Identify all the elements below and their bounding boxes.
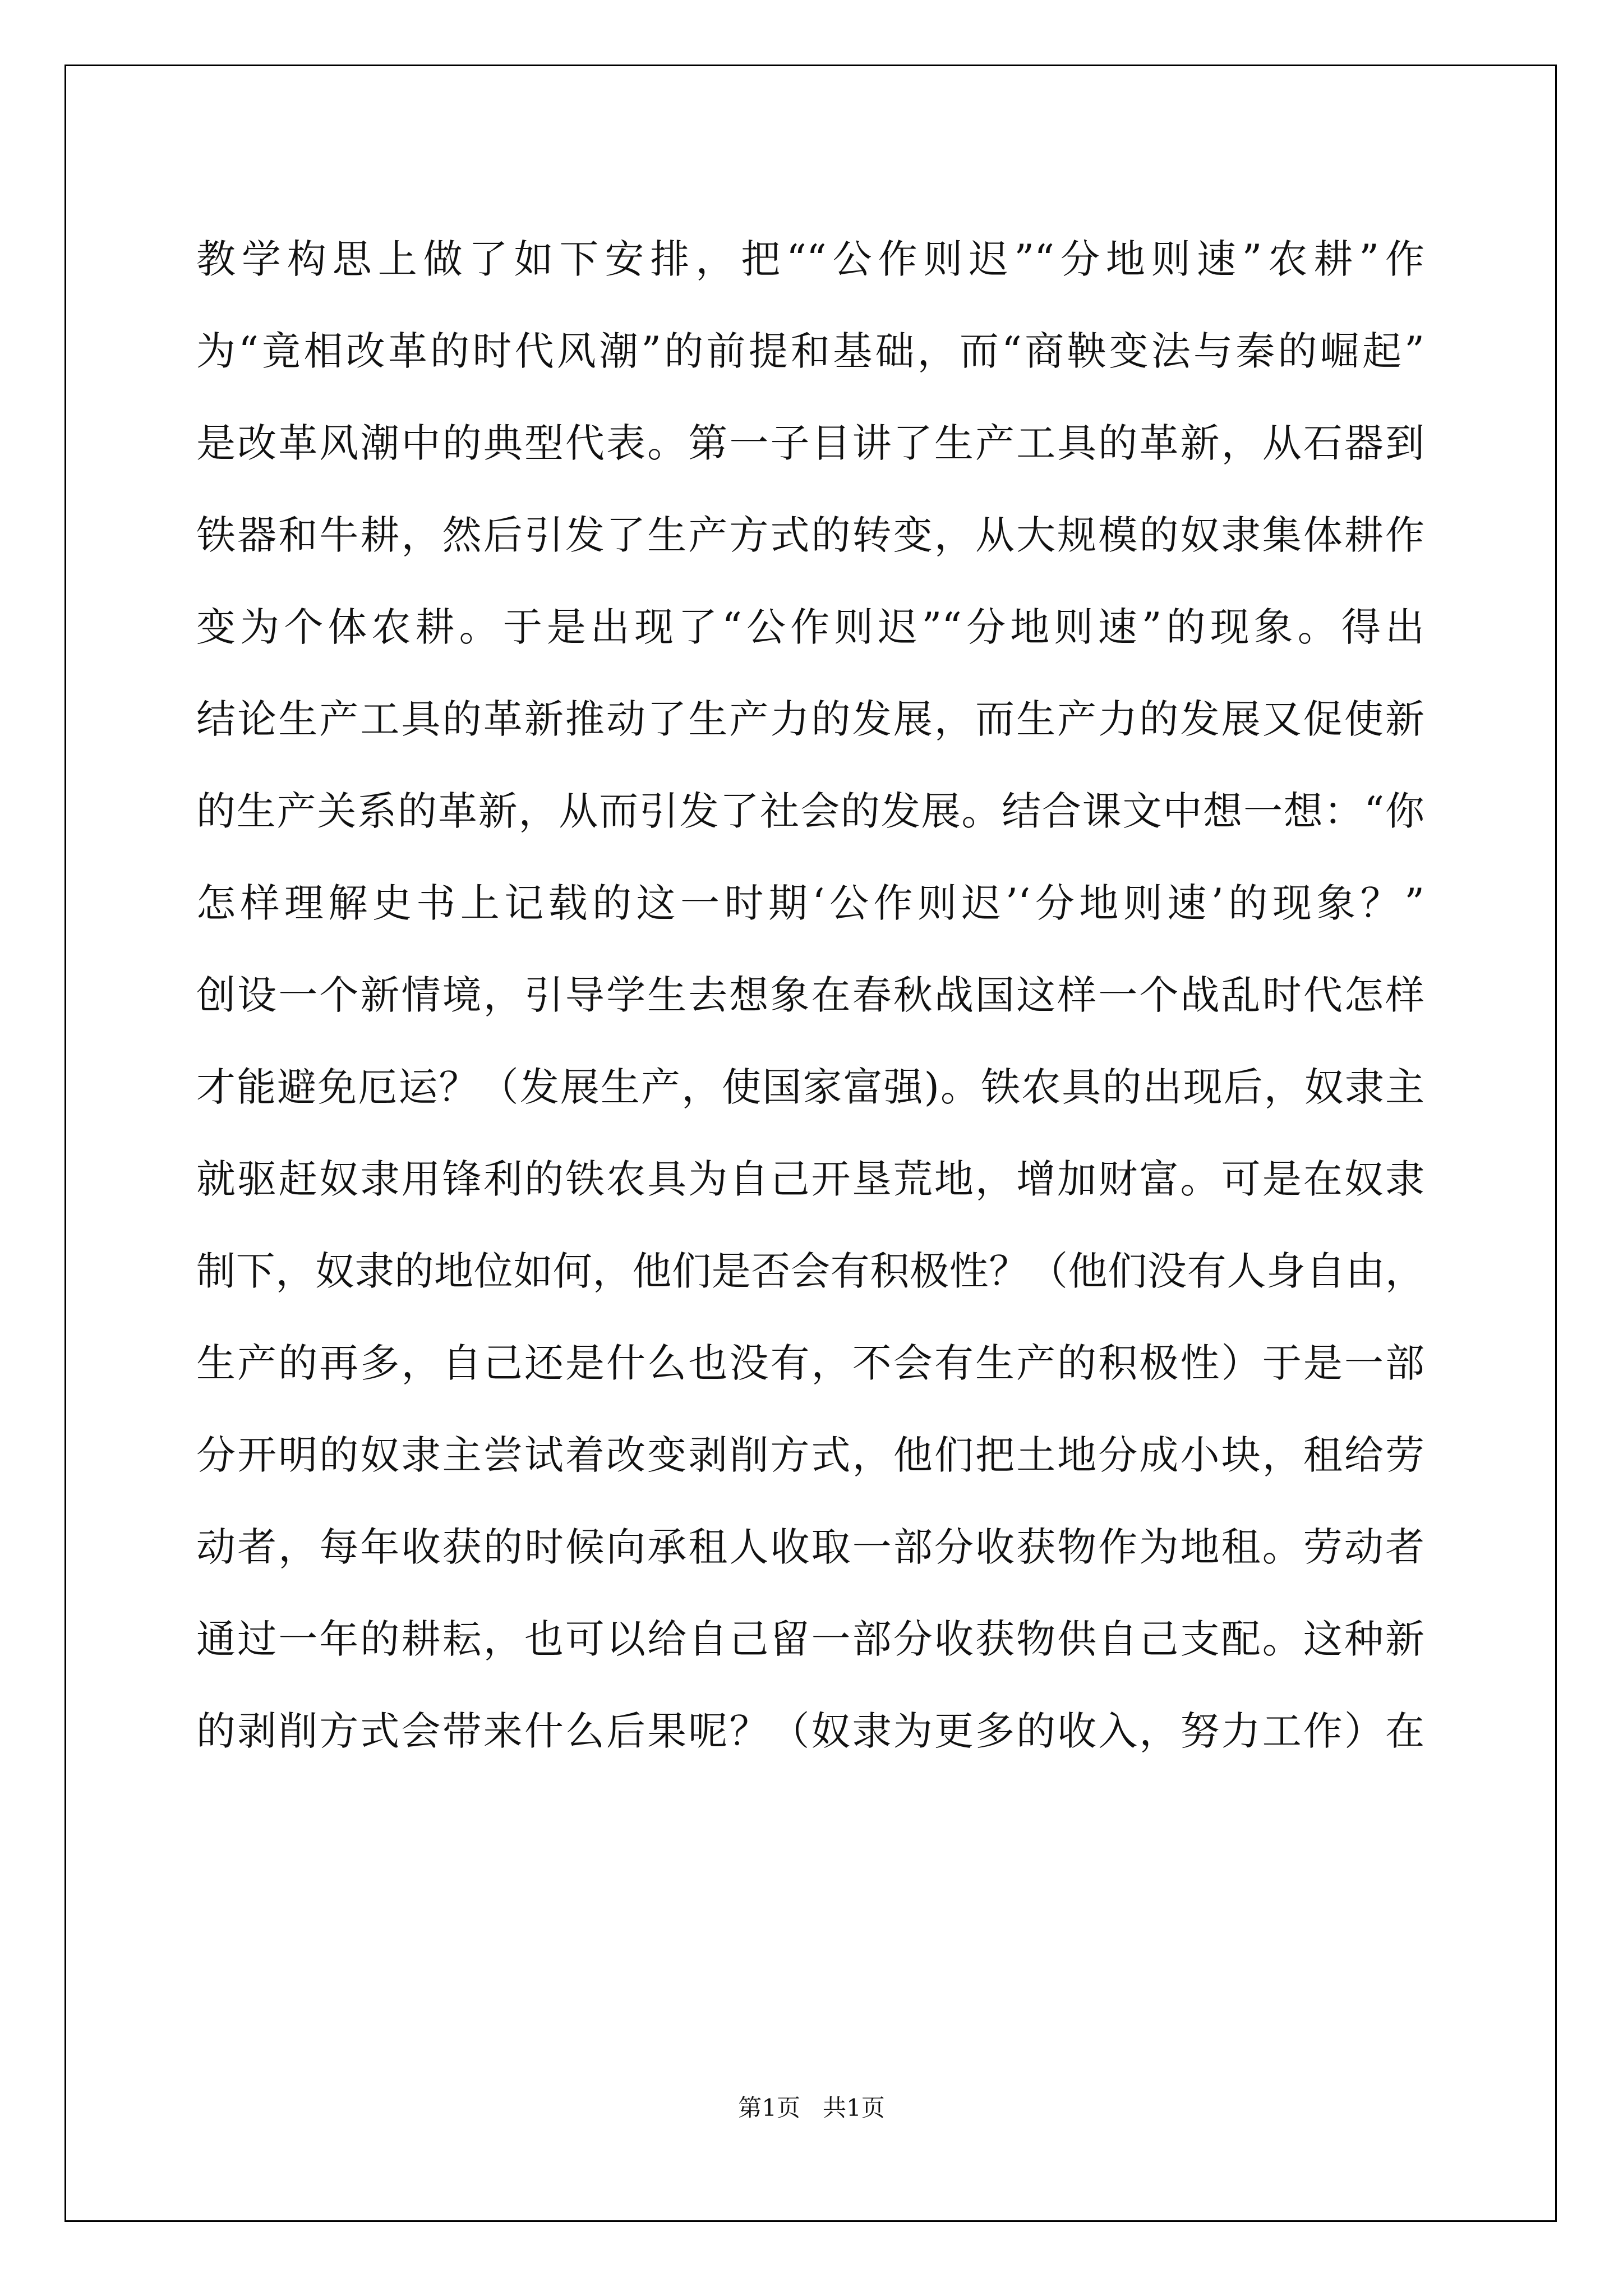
text-line-1: 教学构思上做了如下安排，把““公作则迟”“分地则速”农耕”作 bbox=[196, 236, 1424, 282]
text-line-13: 生产的再多，自己还是什么也没有，不会有生产的积极性）于是一部 bbox=[196, 1340, 1424, 1386]
text-line-10: 才能避免厄运？（发展生产，使国家富强)。铁农具的出现后，奴隶主 bbox=[196, 1064, 1424, 1110]
text-line-5: 变为个体农耕。于是出现了“公作则迟”“分地则速”的现象。得出 bbox=[196, 604, 1424, 650]
text-line-6: 结论生产工具的革新推动了生产力的发展，而生产力的发展又促使新 bbox=[196, 696, 1424, 742]
document-body bbox=[196, 213, 1424, 1777]
text-line-8: 怎样理解史书上记载的这一时期‘公作则迟’‘分地则速’的现象？” bbox=[196, 880, 1424, 926]
page-footer: 第1页 共1页 bbox=[738, 2094, 885, 2122]
text-line-14: 分开明的奴隶主尝试着改变剥削方式，他们把土地分成小块，租给劳 bbox=[196, 1432, 1424, 1478]
text-line-7: 的生产关系的革新，从而引发了社会的发展。结合课文中想一想：“你 bbox=[196, 788, 1424, 834]
text-line-2: 为“竟相改革的时代风潮”的前提和基础，而“商鞅变法与秦的崛起” bbox=[196, 328, 1424, 374]
text-line-3: 是改革风潮中的典型代表。第一子目讲了生产工具的革新，从石器到 bbox=[196, 420, 1424, 466]
text-line-16: 通过一年的耕耘，也可以给自己留一部分收获物供自己支配。这种新 bbox=[196, 1616, 1424, 1662]
text-line-9: 创设一个新情境，引导学生去想象在春秋战国这样一个战乱时代怎样 bbox=[196, 972, 1424, 1018]
text-line-15: 动者，每年收获的时候向承租人收取一部分收获物作为地租。劳动者 bbox=[196, 1524, 1424, 1570]
text-line-17: 的剥削方式会带来什么后果呢？（奴隶为更多的收入，努力工作）在 bbox=[196, 1708, 1424, 1754]
text-line-12: 制下，奴隶的地位如何，他们是否会有积极性？（他们没有人身自由， bbox=[196, 1248, 1424, 1294]
text-line-4: 铁器和牛耕，然后引发了生产方式的转变，从大规模的奴隶集体耕作 bbox=[196, 512, 1424, 558]
text-line-11: 就驱赶奴隶用锋利的铁农具为自己开垦荒地，增加财富。可是在奴隶 bbox=[196, 1156, 1424, 1202]
